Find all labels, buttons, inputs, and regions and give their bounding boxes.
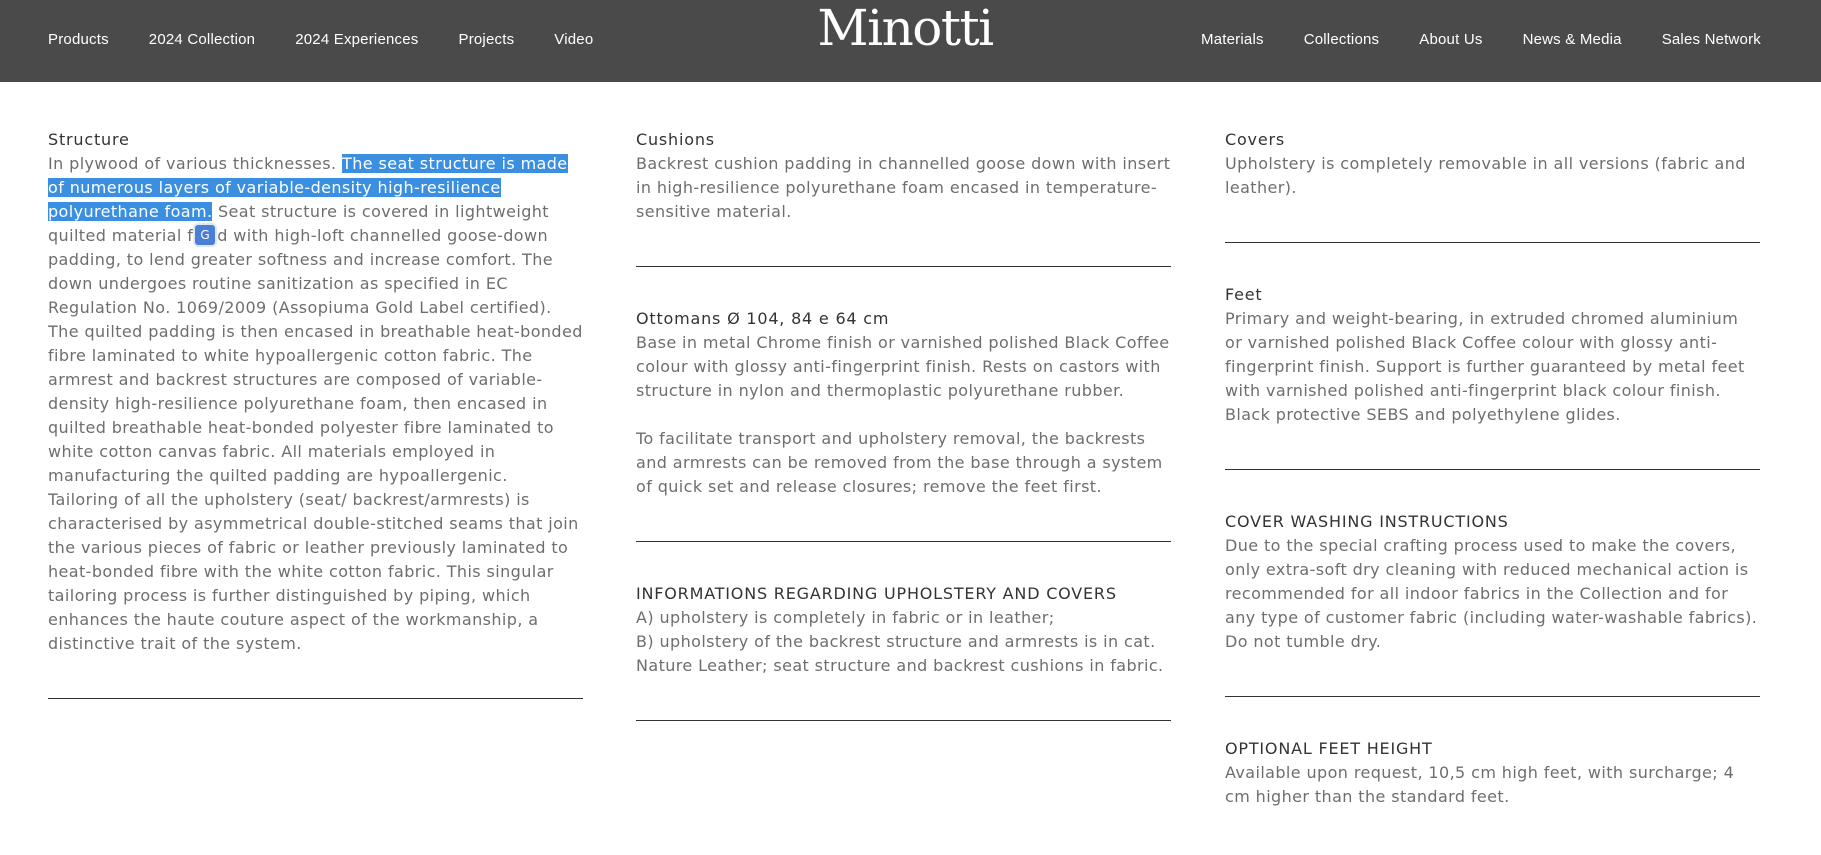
column-cushions (636, 130, 1171, 763)
column-structure (48, 130, 583, 741)
section-cushions (636, 130, 1171, 224)
section-text: To facilitate transport and upholstery removal, the backrests and armrests can be removed from the base through a system of quick set and release closures; remove the feet first. (636, 429, 1163, 496)
section-title: Covers (1225, 130, 1285, 149)
nav-materials[interactable]: Materials (1201, 30, 1264, 48)
section-structure (48, 130, 583, 656)
divider (636, 541, 1171, 542)
section-ottomans (636, 309, 1171, 499)
section-text: Upholstery is completely removable in all versions (fabric and leather). (1225, 154, 1746, 197)
nav-2024-experiences[interactable]: 2024 Experiences (295, 30, 419, 48)
translate-icon[interactable]: G (195, 225, 215, 245)
divider (1225, 242, 1760, 243)
site-logo[interactable]: Minotti (817, 0, 993, 57)
divider (636, 266, 1171, 267)
section-covers (1225, 130, 1760, 200)
section-text (636, 606, 1171, 678)
nav-about-us[interactable]: About Us (1419, 30, 1483, 48)
nav-projects[interactable]: Projects (458, 30, 515, 48)
section-title: Ottomans Ø 104, 84 e 64 cm (636, 309, 890, 328)
section-title: Cushions (636, 130, 715, 149)
text-pre: In plywood of various thicknesses. (48, 154, 343, 173)
column-covers (1225, 130, 1760, 809)
section-text (48, 152, 583, 656)
divider (48, 698, 583, 699)
nav-2024-collection[interactable]: 2024 Collection (148, 30, 256, 48)
divider (1225, 469, 1760, 470)
divider (1225, 696, 1760, 697)
text-post-a: Seat structure is covered in lightweight quilted material f (48, 202, 549, 245)
info-line-b: B) upholstery of the backrest structure and armrests is in cat. Nature Leather; seat structure and backrest cushions in fabric. (636, 632, 1164, 675)
nav-right (1161, 0, 1761, 78)
site-header (0, 0, 1821, 82)
nav-news-media[interactable]: News & Media (1522, 30, 1622, 48)
nav-video[interactable]: Video (554, 30, 594, 48)
section-feet (1225, 285, 1760, 427)
divider (636, 720, 1171, 721)
section-title: OPTIONAL FEET HEIGHT (1225, 739, 1433, 758)
text-post-b: d with high-loft channelled goose-down padding, to lend greater softness and increase comfort. The down undergoes routine sanitization as specified in EC Regulation No. 1069/2009 (Assopiuma Gold Label certified). The quilted padding is then encased in breathable heat-bonded fibre laminated to white hypoallergenic cotton fabric. The armrest and backrest structures are composed of variable-density high-resilience polyurethane foam, then encased in quilted breathable heat-bonded polyester fibre laminated to white cotton canvas fabric. All materials employed in manufacturing the quilted padding are hypoallergenic. Tailoring of all the upholstery (seat/ backrest/armrests) is characterised by asymmetrical double-stitched seams that join the various pieces of fabric or leather previously laminated to heat-bonded fibre with the white cotton fabric. This singular tailoring process is further distinguished by piping, which enhances the haute couture aspect of the workmanship, a distinctive trait of the system. (48, 226, 583, 653)
nav-sales-network[interactable]: Sales Network (1661, 30, 1761, 48)
section-title: INFORMATIONS REGARDING UPHOLSTERY AND COVERS (636, 584, 1117, 603)
section-washing (1225, 512, 1760, 654)
section-title: Structure (48, 130, 130, 149)
nav-left (48, 0, 633, 78)
info-line-a: A) upholstery is completely in fabric or in leather; (636, 608, 1055, 627)
selected-text[interactable]: The seat structure is made of numerous layers of variable-density high-resilience polyurethane foam. (48, 154, 568, 221)
section-title: Feet (1225, 285, 1263, 304)
section-title: COVER WASHING INSTRUCTIONS (1225, 512, 1509, 531)
section-informations (636, 584, 1171, 678)
section-optional-feet (1225, 739, 1760, 809)
nav-collections[interactable]: Collections (1303, 30, 1380, 48)
section-text: Base in metal Chrome finish or varnished polished Black Coffee colour with glossy anti-fingerprint finish. Rests on castors with structure in nylon and thermoplastic polyurethane rubber. (636, 333, 1170, 400)
nav-products[interactable]: Products (48, 30, 109, 48)
section-text: Due to the special crafting process used to make the covers, only extra-soft dry cleaning with reduced mechanical action is recommended for all indoor fabrics in the Collection and for any type of customer fabric (including water-washable fabrics). Do not tumble dry. (1225, 536, 1758, 651)
section-text: Primary and weight-bearing, in extruded chromed aluminium or varnished polished Black Coffee colour with glossy anti-fingerprint finish. Support is further guaranteed by metal feet with varnished polished anti-fingerprint black colour finish. Black protective SEBS and polyethylene glides. (1225, 309, 1745, 424)
section-text: Backrest cushion padding in channelled goose down with insert in high-resilience polyurethane foam encased in temperature-sensitive material. (636, 154, 1171, 221)
section-text: Available upon request, 10,5 cm high feet, with surcharge; 4 cm higher than the standard feet. (1225, 763, 1735, 806)
